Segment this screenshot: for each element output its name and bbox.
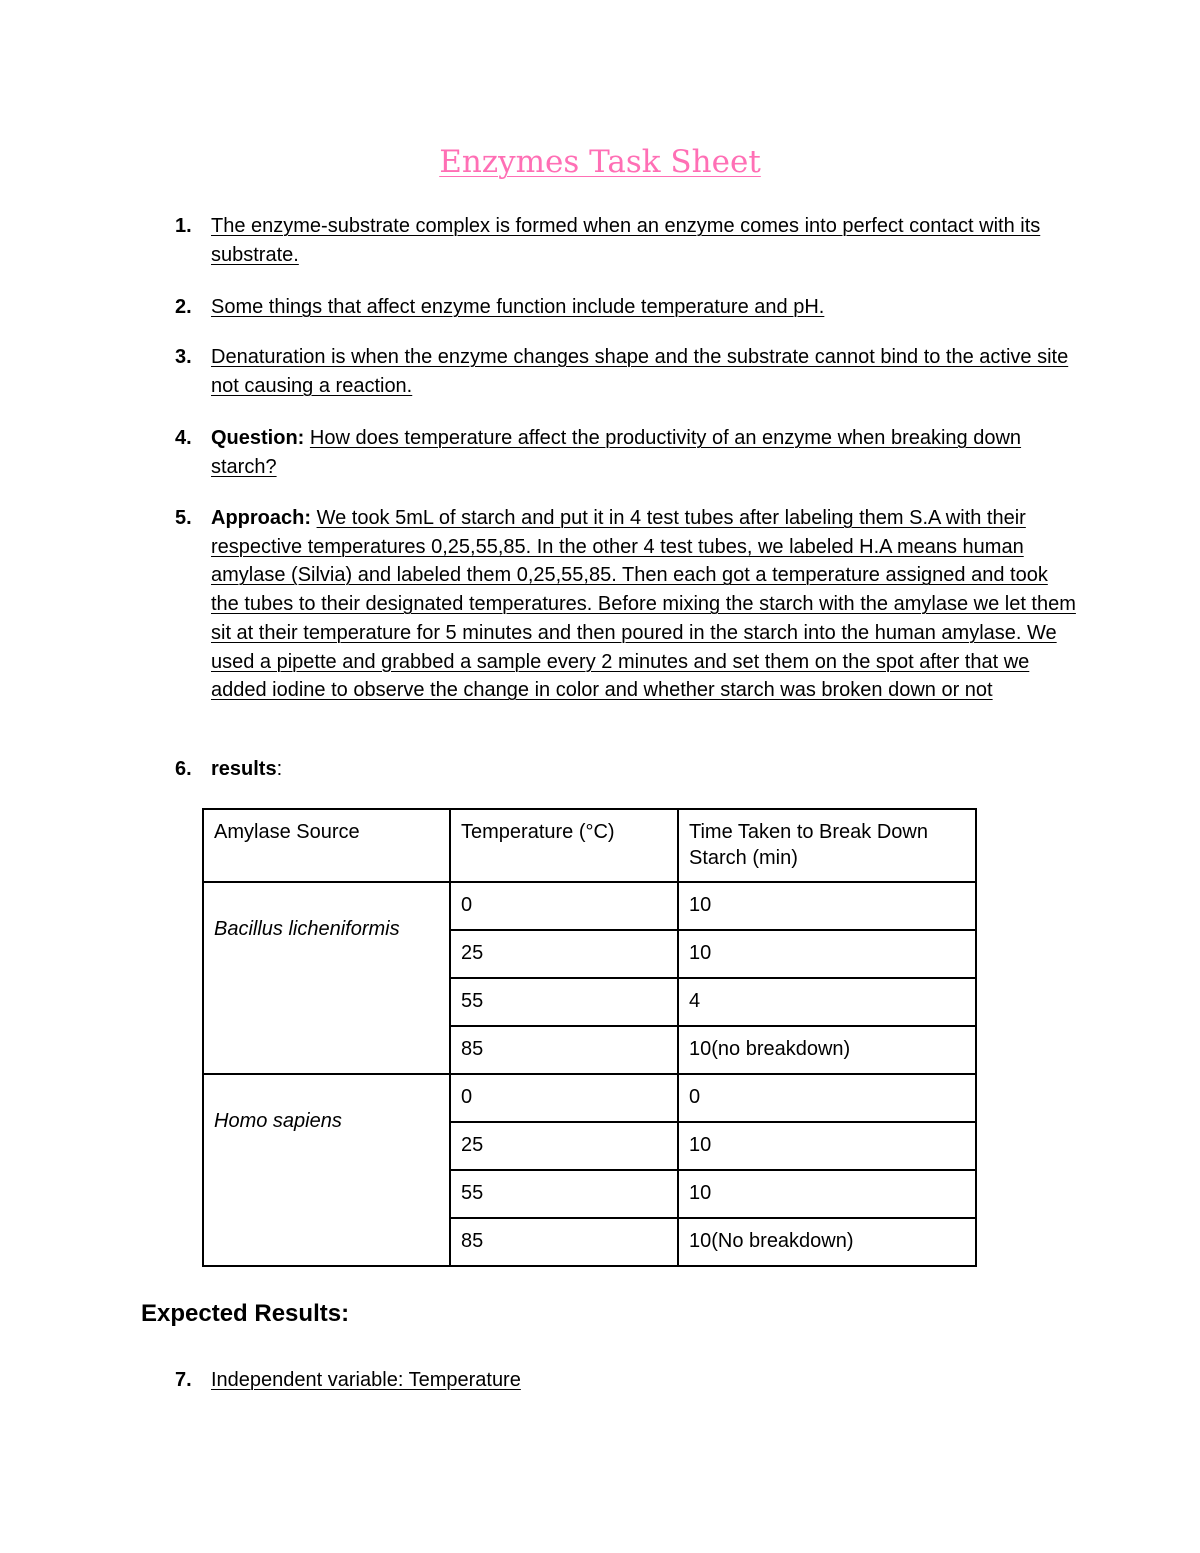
temperature-cell: 25: [450, 930, 678, 978]
results-table: [202, 808, 977, 1267]
time-cell: 10: [678, 882, 976, 930]
table-header-row: [203, 809, 976, 882]
column-header: Amylase Source: [203, 809, 450, 882]
column-header: Time Taken to Break Down Starch (min): [678, 809, 976, 882]
time-cell: 10: [678, 1122, 976, 1170]
column-header: Temperature (°C): [450, 809, 678, 882]
time-cell: 10: [678, 1170, 976, 1218]
item-label: Question:: [211, 427, 305, 449]
item-label: results: [211, 758, 277, 780]
amylase-source-cell: Bacillus licheniformis: [203, 882, 450, 1074]
amylase-source-cell: Homo sapiens: [203, 1074, 450, 1266]
item-text: Denaturation is when the enzyme changes shape and the substrate cannot bind to the active site not causing a reaction.: [211, 346, 1069, 397]
item-text: Some things that affect enzyme function include temperature and pH.: [211, 296, 825, 318]
temperature-cell: 55: [450, 978, 678, 1026]
expected-results-heading: Expected Results:: [141, 1300, 350, 1327]
temperature-cell: 0: [450, 882, 678, 930]
temperature-cell: 0: [450, 1074, 678, 1122]
item-number: 1.: [175, 215, 192, 237]
item-number: 4.: [175, 427, 192, 449]
item-number: 7.: [175, 1369, 192, 1391]
item-number: 6.: [175, 758, 192, 780]
time-cell: 10(No breakdown): [678, 1218, 976, 1266]
table-row: [203, 882, 976, 930]
temperature-cell: 25: [450, 1122, 678, 1170]
time-cell: 4: [678, 978, 976, 1026]
page-title: Enzymes Task Sheet: [439, 144, 761, 180]
item-text: We took 5mL of starch and put it in 4 test tubes after labeling them S.A with their respective temperatures 0,25,55,85. In the other 4 test tubes, we labeled H.A means human amylase (Silvia) and labeled them 0,25,55,85. Then each got a temperature assigned and took the tubes to their designated temperatures. Before mixing the starch with the amylase we let them sit at their temperature for 5 minutes and then poured in the starch into the human amylase. We used a pipette and grabbed a sample every 2 minutes and set them on the spot after that we added iodine to observe the change in color and whether starch was broken down or not: [211, 507, 1076, 702]
item-label: Approach:: [211, 507, 311, 529]
time-cell: 10: [678, 930, 976, 978]
temperature-cell: 85: [450, 1026, 678, 1074]
temperature-cell: 85: [450, 1218, 678, 1266]
item-text: How does temperature affect the productivity of an enzyme when breaking down starch?: [211, 427, 1022, 478]
item-number: 3.: [175, 346, 192, 368]
table-row: [203, 1074, 976, 1122]
time-cell: 10(no breakdown): [678, 1026, 976, 1074]
item-text: The enzyme-substrate complex is formed when an enzyme comes into perfect contact with its substrate.: [211, 215, 1041, 266]
item-number: 2.: [175, 296, 192, 318]
temperature-cell: 55: [450, 1170, 678, 1218]
time-cell: 0: [678, 1074, 976, 1122]
item-suffix: :: [276, 758, 283, 780]
item-number: 5.: [175, 507, 192, 529]
item-text: Independent variable: Temperature: [211, 1369, 521, 1391]
